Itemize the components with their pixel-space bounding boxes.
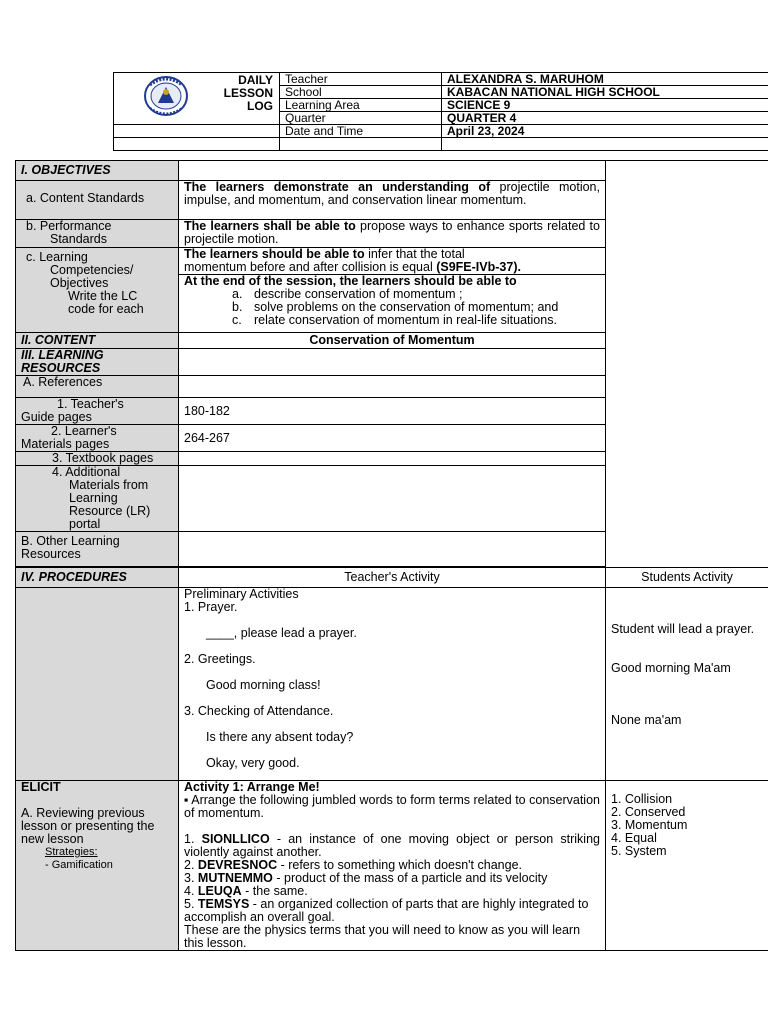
activity-step: 1. Prayer.: [184, 600, 238, 614]
item-number: 1.: [184, 832, 195, 846]
body-text: projectile motion, impulse, and momentum, and conservation linear momentum.: [184, 180, 600, 207]
label-line: 2. Learner's: [51, 424, 117, 438]
label-line: A. Reviewing previous: [21, 806, 145, 820]
teacher-line: Is there any absent today?: [206, 730, 354, 744]
closing-text: These are the physics terms that you will need to know as you will learn this lesson.: [184, 923, 581, 950]
empty-cell: [179, 452, 606, 466]
title-line: LOG: [247, 99, 273, 113]
label-line: code for each: [68, 302, 144, 316]
item-number: 4.: [184, 884, 195, 898]
logo-cell: [114, 73, 280, 125]
teachers-guide-value: 180-182: [179, 398, 606, 425]
header-label: Date and Time: [280, 125, 442, 138]
content-standards-label: [16, 181, 179, 220]
answer-item: 5. System: [611, 844, 667, 858]
body-text: infer that the total: [364, 247, 465, 261]
elicit-activity: [179, 781, 606, 951]
heading-line: RESOURCES: [21, 361, 101, 375]
learners-materials-value: 264-267: [179, 425, 606, 452]
jumbled-word: MUTNEMMO: [197, 871, 273, 885]
empty-cell: [179, 466, 606, 532]
label-line: 1. Teacher's: [57, 397, 124, 411]
label-line: Competencies/: [50, 263, 134, 277]
item-marker: a.: [232, 287, 243, 301]
other-resources-label: [16, 532, 179, 567]
jumbled-word: LEUQA: [197, 884, 242, 898]
quarter-value: QUARTER 4: [442, 112, 768, 125]
answer-item: 1. Collision: [611, 792, 673, 806]
performance-standards-text: [179, 220, 606, 248]
item-marker: b.: [232, 300, 243, 314]
objectives-heading: I. OBJECTIVES: [16, 161, 179, 181]
elicit-label: [16, 781, 179, 951]
label-line: B. Other Learning: [21, 534, 120, 548]
jumbled-item: [184, 898, 600, 924]
lead-text: The learners should be able to: [184, 247, 365, 261]
lead-text: The learners shall be able to: [184, 219, 356, 233]
competencies-text: [179, 248, 606, 275]
heading-line: III. LEARNING: [21, 348, 104, 362]
empty-cell: [179, 376, 606, 398]
teacher-value: ALEXANDRA S. MARUHOM: [442, 73, 768, 86]
learners-materials-label: [16, 425, 179, 452]
side-column: [606, 161, 768, 568]
item-number: 5.: [184, 897, 195, 911]
item-definition: - an instance of one moving object or person striking violently against another.: [184, 832, 600, 859]
lc-code: (S9FE-IVb-37).: [436, 260, 521, 274]
title-line: LESSON: [223, 86, 273, 100]
answer-item: 2. Conserved: [611, 805, 686, 819]
activity-step: 3. Checking of Attendance.: [184, 704, 334, 718]
jumbled-item: [184, 833, 600, 859]
item-text: relate conservation of momentum in real-life situations.: [254, 313, 557, 327]
students-activity-header: Students Activity: [606, 568, 768, 588]
label-line: portal: [69, 517, 101, 531]
empty-cell: [114, 125, 280, 138]
empty-cell: [280, 138, 442, 151]
learning-area-value: SCIENCE 9: [442, 99, 768, 112]
lesson-table: [15, 160, 768, 951]
learning-resources-heading: [16, 349, 179, 376]
lead-text: At the end of the session, the learners should be able to: [184, 274, 517, 288]
date-value: April 23, 2024: [442, 125, 768, 138]
label-line: c. Learning: [26, 250, 88, 264]
label-line: Materials from: [69, 478, 149, 492]
preliminary-activities: [179, 588, 606, 781]
elicit-heading: ELICIT: [21, 780, 61, 794]
label-line: Materials pages: [21, 437, 110, 451]
content-heading: II. CONTENT: [16, 333, 179, 349]
jumbled-word: SIONLLICO: [201, 832, 270, 846]
label-line: lesson or presenting the: [21, 819, 155, 833]
strategies-label: Strategies:: [45, 846, 98, 858]
activity-title: Activity 1: Arrange Me!: [184, 780, 320, 794]
student-line: Good morning Ma'am: [611, 661, 731, 675]
empty-cell: [179, 161, 606, 181]
session-item: [184, 314, 600, 327]
header-label: Teacher: [280, 73, 442, 86]
item-text: describe conservation of momentum ;: [254, 287, 463, 301]
label-line: Resources: [21, 547, 81, 561]
procedures-heading: IV. PROCEDURES: [16, 568, 179, 588]
item-number: 3.: [184, 871, 195, 885]
textbook-label: 3. Textbook pages: [16, 452, 179, 466]
label-line: new lesson: [21, 832, 84, 846]
student-line: Student will lead a prayer.: [611, 622, 755, 636]
teacher-line: Good morning class!: [206, 678, 321, 692]
title-line: DAILY: [238, 73, 273, 87]
label-line: Objectives: [50, 276, 109, 290]
item-definition: - the same.: [241, 884, 308, 898]
answer-item: 3. Momentum: [611, 818, 688, 832]
jumbled-word: DEVRESNOC: [197, 858, 278, 872]
daily-lesson-log-title: [224, 74, 273, 113]
teachers-guide-label: [16, 398, 179, 425]
elicit-answers: [606, 781, 768, 951]
activity-instruction: ▪ Arrange the following jumbled words to form terms related to conservation of momentum.: [184, 793, 600, 820]
lead-text: The learners demonstrate an understanding of: [184, 180, 491, 194]
empty-cell: [114, 138, 280, 151]
competencies-label: [16, 248, 179, 333]
additional-materials-label: [16, 466, 179, 532]
item-definition: - an organized collection of parts that are highly integrated to accomplish an overall goal.: [184, 897, 589, 924]
empty-cell: [179, 349, 606, 376]
empty-cell: [442, 138, 768, 151]
label-line: Guide pages: [21, 410, 92, 424]
label-line: Learning: [69, 491, 118, 505]
activity-step: 2. Greetings.: [184, 652, 256, 666]
item-definition: - product of the mass of a particle and its velocity: [272, 871, 548, 885]
item-definition: - refers to something which doesn't change.: [277, 858, 522, 872]
performance-standards-label: [16, 220, 179, 248]
jumbled-word: TEMSYS: [197, 897, 250, 911]
body-text: propose ways to enhance sports related to projectile motion.: [184, 219, 600, 246]
section-title: Preliminary Activities: [184, 587, 299, 601]
teacher-line: ____, please lead a prayer.: [206, 626, 357, 640]
label-text: a. Content Standards: [26, 191, 145, 205]
item-marker: c.: [232, 313, 242, 327]
header-table: [113, 72, 768, 151]
header-label: School: [280, 86, 442, 99]
label-line: Standards: [50, 232, 107, 246]
answer-item: 4. Equal: [611, 831, 657, 845]
label-line: b. Performance: [26, 219, 112, 233]
teachers-activity-header: Teacher's Activity: [179, 568, 606, 588]
item-number: 2.: [184, 858, 195, 872]
content-standards-text: [179, 181, 606, 220]
teacher-line: Okay, very good.: [206, 756, 300, 770]
empty-cell: [179, 532, 606, 567]
deped-seal-icon: [136, 75, 196, 117]
school-value: KABACAN NATIONAL HIGH SCHOOL: [442, 86, 768, 99]
label-line: Write the LC: [68, 289, 138, 303]
student-line: None ma'am: [611, 713, 682, 727]
session-objectives: [179, 275, 606, 333]
body-text: momentum before and after collision is equal: [184, 260, 437, 274]
header-label: Quarter: [280, 112, 442, 125]
label-line: Resource (LR): [69, 504, 151, 518]
content-value: Conservation of Momentum: [179, 333, 606, 349]
strategy-text: - Gamification: [45, 859, 113, 871]
label-line: 4. Additional: [52, 465, 121, 479]
empty-cell: [16, 588, 179, 781]
item-text: solve problems on the conservation of momentum; and: [254, 300, 559, 314]
references-label: A. References: [16, 376, 179, 398]
students-responses: [606, 588, 768, 781]
header-label: Learning Area: [280, 99, 442, 112]
